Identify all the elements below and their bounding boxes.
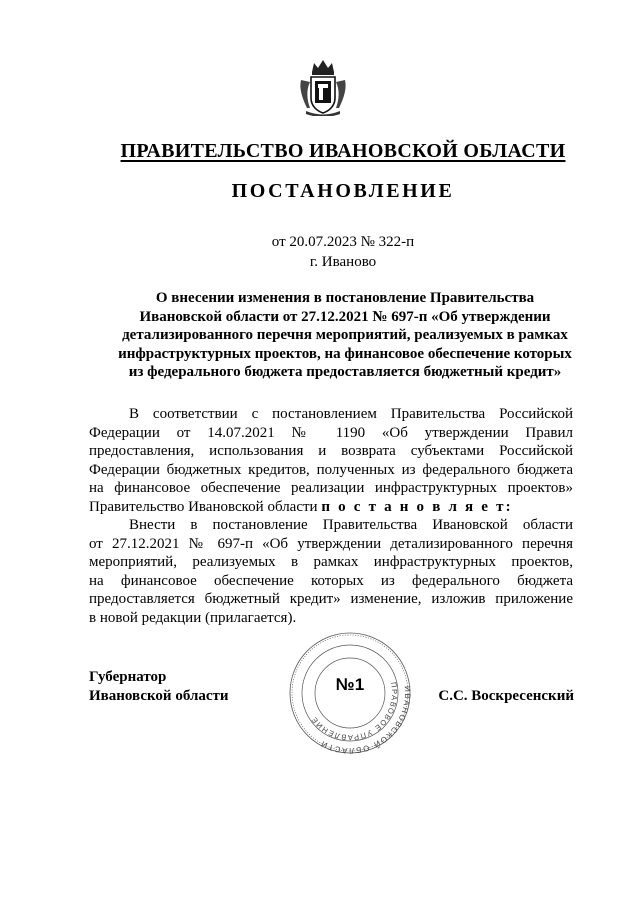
- organization-title: ПРАВИТЕЛЬСТВО ИВАНОВСКОЙ ОБЛАСТИ: [120, 140, 566, 162]
- seal-outer-text: ИВАНОВСКОЙ ОБЛАСТИ: [318, 685, 412, 755]
- body-line: мероприятий, реализуемых в рамках инфраструктурных проектов,: [89, 554, 573, 570]
- seal-stamp: [288, 631, 412, 755]
- document-subject: [90, 289, 600, 382]
- document-city: г. Иваново: [309, 254, 377, 270]
- subject-line: Ивановской области от 27.12.2021 № 697-п «Об утверждении: [139, 308, 551, 325]
- body-line: предоставляется бюджетный кредит» изменение, изложив приложение: [89, 591, 573, 607]
- body-line: Федерации от 14.07.2021 № 1190 «Об утверждении Правил: [89, 424, 573, 441]
- body-line: на финансовое обеспечение которых из федерального бюджета: [89, 572, 573, 589]
- seal-number: №1: [335, 675, 365, 694]
- body-line: Федерации бюджетных кредитов, полученных из федерального бюджета: [89, 461, 573, 478]
- body-line: от 27.12.2021 № 697-п «Об утверждении детализированного перечня: [89, 535, 573, 552]
- closing-prefix: Правительство Ивановской области: [89, 498, 322, 515]
- resolves-word: п о с т а н о в л я е т:: [321, 498, 513, 515]
- body-line: Внести в постановление Правительства Ивановской области: [129, 517, 573, 533]
- body-line: на финансовое обеспечение реализации инфраструктурных проектов»: [89, 480, 573, 496]
- body-line: предоставления, использования и возврата субъектами Российской: [89, 443, 573, 459]
- subject-line: из федерального бюджета предоставляется бюджетный кредит»: [128, 364, 562, 380]
- document-date-number: от 20.07.2023 № 322-п: [271, 234, 415, 250]
- subject-line: детализированного перечня мероприятий, реализуемых в рамках: [122, 327, 568, 343]
- subject-line: О внесении изменения в постановление Правительства: [155, 290, 535, 306]
- signatory-position: [89, 668, 229, 706]
- coat-of-arms-icon: [298, 58, 348, 116]
- body-line-closing: [89, 498, 573, 517]
- seal-inner-text: ПРАВОВОЕ УПРАВЛЕНИЕ: [308, 681, 400, 743]
- signatory-name: С.С. Воскресенский: [438, 688, 574, 704]
- position-line: Губернатор: [89, 669, 167, 685]
- body-line: в новой редакции (прилагается).: [89, 609, 297, 626]
- body-line: В соответствии с постановлением Правительства Российской: [129, 406, 573, 422]
- position-line: Ивановской области: [89, 688, 229, 704]
- document-type-title: ПОСТАНОВЛЕНИЕ: [231, 180, 455, 202]
- document-body: [89, 405, 573, 627]
- subject-line: инфраструктурных проектов, на финансовое обеспечение которых: [118, 345, 572, 362]
